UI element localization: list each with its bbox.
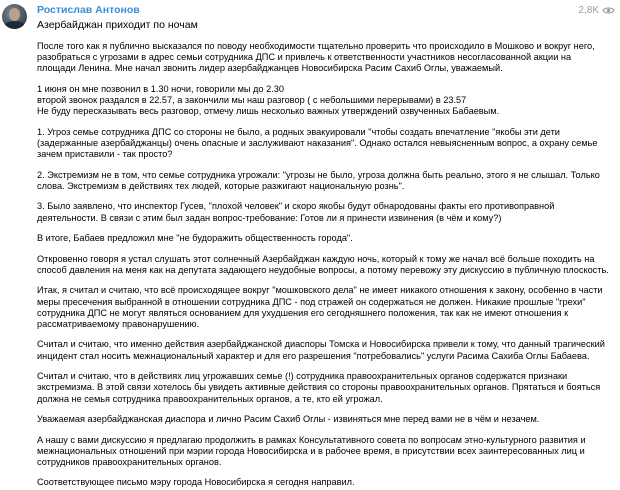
paragraph-line: зачем приставили - так просто? <box>37 149 173 160</box>
paragraph-line: Соответствующее письмо мэру города Новосибирска я сегодня направил. <box>37 477 355 488</box>
post-paragraph <box>37 339 615 361</box>
paragraph-line: 2. Экстремизм не в том, что семье сотрудника угрожали: "угрозы не было, угроза должна быть реально, этого я не слышал. Только <box>37 169 600 180</box>
eye-icon <box>602 6 615 15</box>
paragraph-line: второй звонок раздался в 22.57, а закончили мы наш разговор ( с небольшими перерывами) в 23.57 <box>37 95 467 106</box>
avatar[interactable] <box>2 4 27 29</box>
paragraph-line: После того как я публично высказался по поводу необходимости тщательно проверить что происходило в Мошково и вокруг него, <box>37 41 595 51</box>
post-paragraph <box>37 285 615 330</box>
post-paragraph <box>37 414 615 425</box>
paragraph-line: разобраться с угрозами в адрес семьи сотрудника ДПС и привлечь к ответственности участников несогласованной акции на <box>37 52 572 63</box>
paragraph-line: Итак, я считал и считаю, что всё происходящее вокруг "мошковского дела" не имеет никакого отношения к закону, особенно в части <box>37 285 603 296</box>
post-body <box>37 41 615 490</box>
paragraph-line: Уважаемая азербайджанская диаспора и лично Расим Сахиб Оглы - извиняться мне перед вами не в чём и незачем. <box>37 414 540 425</box>
post-paragraph <box>37 233 615 244</box>
post-paragraph <box>37 201 615 223</box>
paragraph-line: 3. Было заявлено, что инспектор Гусев, "плохой человек" и скоро якобы будут обнародованы факты его противоправной <box>37 201 555 212</box>
post-paragraph <box>37 84 615 118</box>
post-paragraph <box>37 41 615 75</box>
post-paragraph <box>37 254 615 276</box>
view-count-value: 2,8K <box>578 5 599 16</box>
post-title: Азербайджан приходит по ночам <box>37 19 198 31</box>
paragraph-line: сотрудников правоохранительных органов. <box>37 456 222 467</box>
avatar-face <box>9 8 20 21</box>
paragraph-line: В итоге, Бабаев предложил мне "не будоражить общественность города". <box>37 233 353 244</box>
paragraph-line: способ давления на меня как на депутата задающего неудобные вопросы, а потому перевожу эту дискуссию в публичную плоскость. <box>37 264 609 275</box>
paragraph-line: деятельности. В связи с этим был задан вопрос-требование: Готов ли я принести извинения (в чём и кому?) <box>37 212 502 223</box>
paragraph-line: Не буду пересказывать весь разговор, отмечу лишь несколько важных утверждений озвученных Бабаевым. <box>37 106 500 117</box>
paragraph-line: Считал и считаю, что в действиях лиц угрожавших семье (!) сотрудника правоохранительных органов содержатся признаки <box>37 371 568 382</box>
post-paragraph <box>37 477 615 488</box>
paragraph-line: рассматриваемому правонарушению. <box>37 318 200 329</box>
paragraph-line: 1 июня он мне позвонил в 1.30 ночи, говорили мы до 2.30 <box>37 83 284 94</box>
paragraph-line: меры пресечения выбранной в отношении сотрудника ДПС - под стражей он содержаться не должен. Никакие прошлые "грехи" <box>37 296 586 307</box>
post-paragraph <box>37 127 615 161</box>
post-paragraph <box>37 371 615 405</box>
paragraph-line: должна не семья сотрудника правоохранительных органов, а те, кто ей угрожал. <box>37 393 383 404</box>
paragraph-line: слова. Экстремизм в действиях тех людей, которые разжигают национальную рознь". <box>37 180 405 191</box>
paragraph-line: межнациональных отношений при мэрии города Новосибирска и в рабочее время, в присутствии всех заинтересованных лиц и <box>37 445 585 456</box>
paragraph-line: А нашу с вами дискуссию я предлагаю продолжить в рамках Консультативного совета по вопросам этно-культурного развития и <box>37 434 586 445</box>
post-paragraph <box>37 435 615 469</box>
paragraph-line: Считал и считаю, что именно действия азербайджанской диаспоры Томска и Новосибирска привели к тому, что данный трагический <box>37 339 605 350</box>
post-paragraph <box>37 170 615 192</box>
paragraph-line: 1. Угроз семье сотрудника ДПС со стороны не было, а родных эвакуировали "чтобы создать впечатление "якобы эти дети <box>37 126 560 137</box>
paragraph-line: экстремизма. В этой связи хотелось бы увидеть активные действия со стороны правоохранительных органов. Прятаться и бояться <box>37 382 601 393</box>
paragraph-line: сотрудника ДПС не могут являться основанием для ухудшения его сегодняшнего положения, так как не имеют отношения к <box>37 307 569 318</box>
paragraph-line: Откровенно говоря я устал слушать этот солнечный Азербайджан каждую ночь, который к тому же начал всё больше походить на <box>37 253 595 264</box>
view-count <box>578 5 615 16</box>
paragraph-line: площади Ленина. Мне начал звонить лидер азербайджанцев Новосибирска Расим Сахиб Оглы, уважаемый. <box>37 63 503 74</box>
paragraph-line: инцидент стал носить межнациональный характер и для его разрешения "потребовались" услуги Расима Сахиба Оглы Бабаева. <box>37 350 590 361</box>
paragraph-line: (задержанные азербайджанцы) очень опасные и заслуживают наказания". Однако остался невыясненным вопрос, а охрану семье <box>37 138 598 149</box>
author-name[interactable]: Ростислав Антонов <box>37 4 140 16</box>
avatar-shoulders <box>4 21 25 29</box>
